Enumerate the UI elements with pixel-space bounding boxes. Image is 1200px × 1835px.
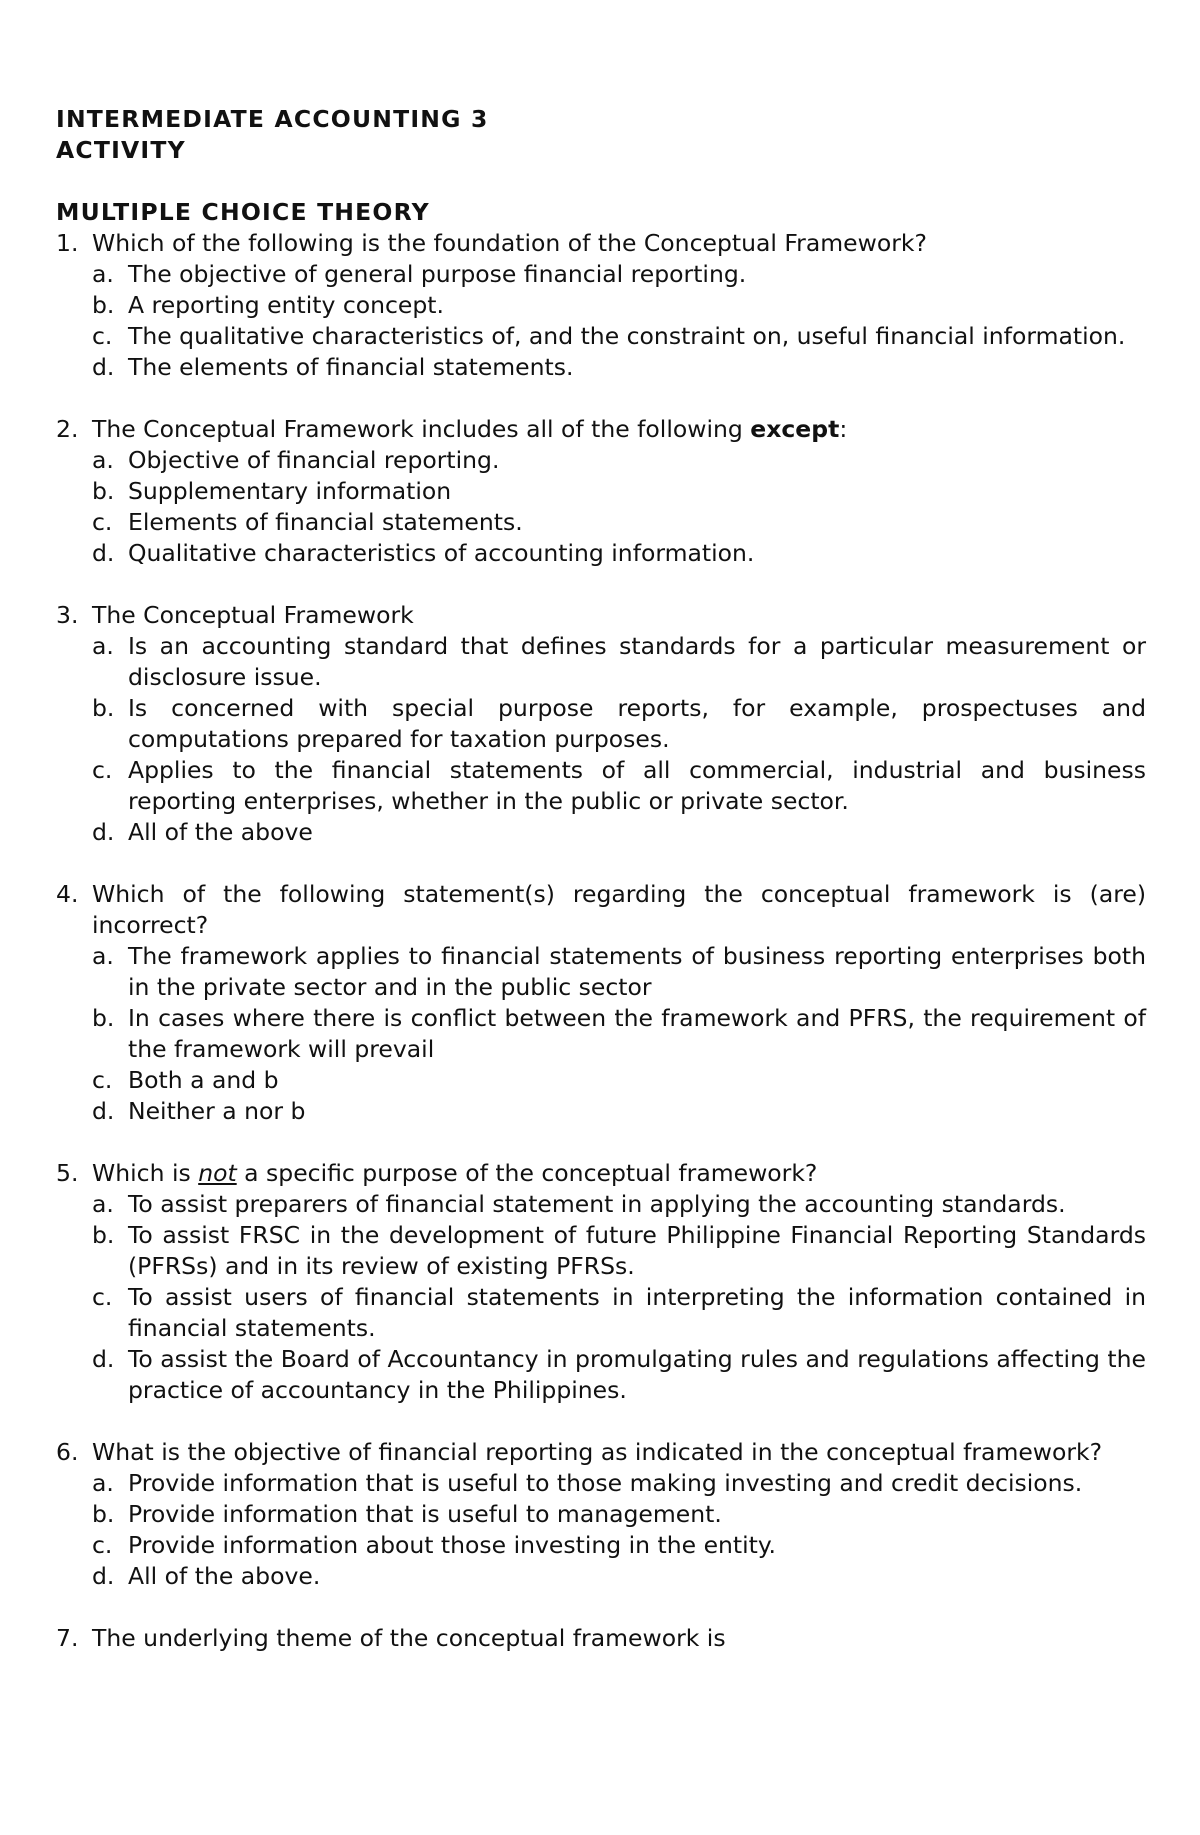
question-emphasis: not xyxy=(198,1159,237,1187)
option-letter: a. xyxy=(92,260,114,288)
question-text: The Conceptual Framework xyxy=(92,601,414,629)
option-letter: c. xyxy=(92,1066,113,1094)
question-1 xyxy=(56,228,1146,383)
answer-option-a xyxy=(92,259,1146,290)
option-letter: b. xyxy=(92,477,115,505)
option-letter: b. xyxy=(92,1004,115,1032)
option-letter: d. xyxy=(92,818,115,846)
answer-option-b xyxy=(92,476,1146,507)
question-number: 2. xyxy=(56,415,79,443)
answer-option-c xyxy=(92,755,1146,817)
question-number: 5. xyxy=(56,1159,79,1187)
question-emphasis: except xyxy=(750,415,840,443)
option-letter: d. xyxy=(92,539,115,567)
question-text-start: Which is xyxy=(92,1159,199,1187)
option-letter: a. xyxy=(92,1469,114,1497)
answer-option-c xyxy=(92,1065,1146,1096)
option-text: Supplementary information xyxy=(128,477,452,505)
option-text: To assist preparers of financial statement in applying the accounting standards. xyxy=(128,1190,1066,1218)
question-text: Which of the following is the foundation of the Conceptual Framework? xyxy=(92,229,927,257)
option-letter: a. xyxy=(92,1190,114,1218)
option-text: A reporting entity concept. xyxy=(128,291,444,319)
option-text: The qualitative characteristics of, and the constraint on, useful financial information. xyxy=(128,322,1126,350)
answer-option-a xyxy=(92,1189,1146,1220)
answer-option-b xyxy=(92,1003,1146,1065)
option-text: Qualitative characteristics of accounting information. xyxy=(128,539,755,567)
option-text: The elements of financial statements. xyxy=(128,353,574,381)
option-letter: a. xyxy=(92,632,114,660)
option-letter: c. xyxy=(92,756,113,784)
question-3 xyxy=(56,600,1146,848)
option-letter: b. xyxy=(92,694,115,722)
option-letter: d. xyxy=(92,1097,115,1125)
answer-option-b xyxy=(92,1220,1146,1282)
option-text: Both a and b xyxy=(128,1066,279,1094)
option-text: Objective of financial reporting. xyxy=(128,446,500,474)
option-letter: d. xyxy=(92,1562,115,1590)
question-number: 6. xyxy=(56,1438,79,1466)
answer-option-d xyxy=(92,352,1146,383)
option-letter: b. xyxy=(92,291,115,319)
answer-options xyxy=(92,941,1146,1127)
option-text: All of the above xyxy=(128,818,313,846)
answer-option-d xyxy=(92,1344,1146,1406)
option-text: Is an accounting standard that defines standards for a particular measurement or disclosure issue. xyxy=(128,632,1146,691)
option-letter: d. xyxy=(92,353,115,381)
answer-option-a xyxy=(92,445,1146,476)
option-letter: a. xyxy=(92,446,114,474)
question-text xyxy=(92,1158,1146,1189)
answer-option-c xyxy=(92,321,1146,352)
question-text-end: a specific purpose of the conceptual framework? xyxy=(236,1159,818,1187)
question-number: 4. xyxy=(56,880,79,908)
option-letter: b. xyxy=(92,1221,115,1249)
question-6 xyxy=(56,1437,1146,1592)
option-text: To assist FRSC in the development of future Philippine Financial Reporting Standards (PFRSs) and in its review of existing PFRSs. xyxy=(128,1221,1146,1280)
document-body xyxy=(56,104,1146,1654)
answer-option-a xyxy=(92,1468,1146,1499)
answer-option-d xyxy=(92,817,1146,848)
option-letter: c. xyxy=(92,508,113,536)
question-text xyxy=(92,414,1146,445)
answer-option-d xyxy=(92,1096,1146,1127)
question-number: 3. xyxy=(56,601,79,629)
question-5 xyxy=(56,1158,1146,1406)
answer-option-c xyxy=(92,1530,1146,1561)
answer-options xyxy=(92,631,1146,848)
answer-option-d xyxy=(92,538,1146,569)
option-text: Elements of financial statements. xyxy=(128,508,523,536)
question-number: 1. xyxy=(56,229,79,257)
section-title: MULTIPLE CHOICE THEORY xyxy=(56,198,430,226)
option-letter: c. xyxy=(92,322,113,350)
question-2 xyxy=(56,414,1146,569)
option-text: All of the above. xyxy=(128,1562,321,1590)
option-text: Neither a nor b xyxy=(128,1097,306,1125)
question-number: 7. xyxy=(56,1624,79,1652)
answer-options xyxy=(92,1189,1146,1406)
answer-option-a xyxy=(92,941,1146,1003)
question-text: Which of the following statement(s) regarding the conceptual framework is (are) incorrect? xyxy=(92,880,1146,939)
answer-options xyxy=(92,1468,1146,1592)
option-text: Applies to the financial statements of all commercial, industrial and business reporting enterprises, whether in the public or private sector. xyxy=(128,756,1146,815)
option-text: Provide information about those investing in the entity. xyxy=(128,1531,776,1559)
option-text: In cases where there is conflict between the framework and PFRS, the requirement of the framework will prevail xyxy=(128,1004,1146,1063)
option-letter: b. xyxy=(92,1500,115,1528)
question-text-end: : xyxy=(839,415,848,443)
option-text: Provide information that is useful to management. xyxy=(128,1500,722,1528)
answer-option-b xyxy=(92,693,1146,755)
answer-option-b xyxy=(92,1499,1146,1530)
option-text: To assist the Board of Accountancy in promulgating rules and regulations affecting the practice of accountancy in the Philippines. xyxy=(128,1345,1146,1404)
option-text: The objective of general purpose financial reporting. xyxy=(128,260,747,288)
question-text-start: The Conceptual Framework includes all of the following xyxy=(92,415,751,443)
answer-option-d xyxy=(92,1561,1146,1592)
question-4 xyxy=(56,879,1146,1127)
option-letter: c. xyxy=(92,1531,113,1559)
answer-option-c xyxy=(92,507,1146,538)
option-text: The framework applies to financial statements of business reporting enterprises both in the private sector and in the public sector xyxy=(128,942,1146,1001)
question-text: What is the objective of financial reporting as indicated in the conceptual framework? xyxy=(92,1438,1103,1466)
question-text: The underlying theme of the conceptual framework is xyxy=(92,1624,726,1652)
question-7 xyxy=(56,1623,1146,1654)
answer-options xyxy=(92,445,1146,569)
option-text: Is concerned with special purpose reports, for example, prospectuses and computations prepared for taxation purposes. xyxy=(128,694,1146,753)
option-letter: a. xyxy=(92,942,114,970)
answer-option-b xyxy=(92,290,1146,321)
answer-option-c xyxy=(92,1282,1146,1344)
option-letter: d. xyxy=(92,1345,115,1373)
option-text: Provide information that is useful to those making investing and credit decisions. xyxy=(128,1469,1083,1497)
answer-option-a xyxy=(92,631,1146,693)
option-letter: c. xyxy=(92,1283,113,1311)
answer-options xyxy=(92,259,1146,383)
course-title: INTERMEDIATE ACCOUNTING 3 xyxy=(56,105,489,133)
option-text: To assist users of financial statements in interpreting the information contained in financial statements. xyxy=(128,1283,1146,1342)
activity-label: ACTIVITY xyxy=(56,136,186,164)
